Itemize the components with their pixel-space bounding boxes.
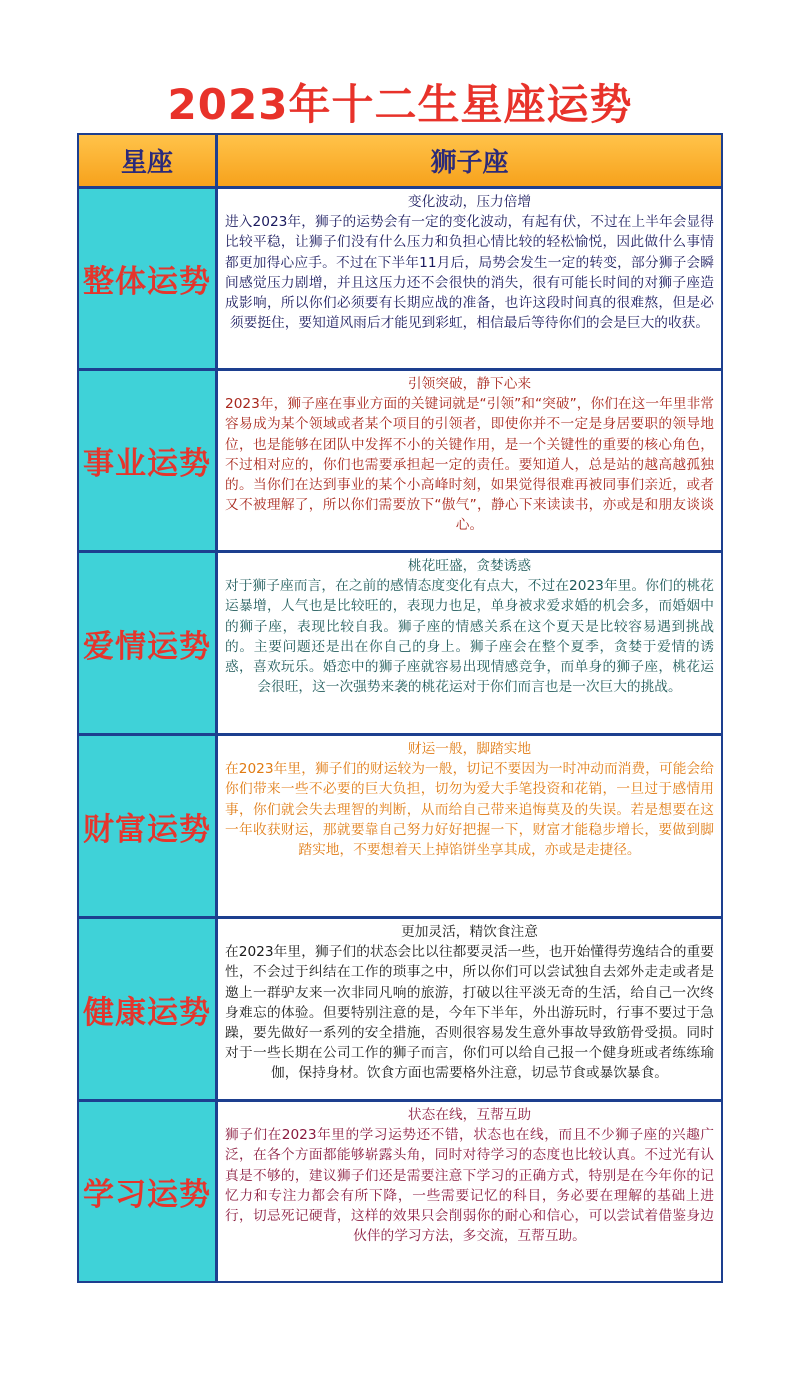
row-text: 在2023年里，狮子们的状态会比以往都要灵活一些，也开始懂得劳逸结合的重要性，不会过于纠结在工作的琐事之中，所以你们可以尝试独自去郊外走走或者是邀上一群驴友来一次非同凡响的旅游，打破以往平淡无奇的生活，给自己一次终身难忘的体验。但要特别注意的是，今年下半年，外出游玩时，行事不要过于急躁，要先做好一系列的安全措施，否则很容易发生意外事故导致筋骨受损。同时对于一些长期在公司工作的狮子而言，你们可以给自己报一个健身班或者练练瑜伽，保持身材。饮食方面也需要格外注意，切忌节食或暴饮暴食。 (225, 944, 714, 1082)
header-sign-name: 狮子座 (218, 135, 721, 186)
content-cell (218, 1102, 721, 1281)
row-text: 2023年，狮子座在事业方面的关键词就是“引领”和“突破”，你们在这一年里非常容易成为某个领域或者某个项目的引领者，即使你并不一定是身居要职的领导地位，也是能够在团队中发挥不小的关键作用，是一个关键性的重要的核心角色，不过相对应的，你们也需要承担起一定的责任。要知道人，总是站的越高越孤独的。当你们在达到事业的某个小高峰时刻，如果觉得很难再被同事们亲近，或者又不被理解了，所以你们需要放下“傲气”，静心下来读读书，亦或是和朋友谈谈心。 (225, 396, 714, 534)
row-heading: 状态在线，互帮互助 (407, 1107, 532, 1123)
header-constellation-label: 星座 (79, 135, 215, 186)
row-text: 狮子们在2023年里的学习运势还不错，状态也在线，而且不少狮子座的兴趣广泛，在各个方面都能够崭露头角，同时对待学习的态度也比较认真。不过光有认真是不够的，建议狮子们还是需要注意下学习的正确方式，特别是在今年你的记忆力和专注力都会有所下降，一些需要记忆的科目，务必要在理解的基础上进行，切忌死记硬背，这样的效果只会削弱你的耐心和信心，可以尝试着借鉴身边伙伴的学习方法，多交流，互帮互助。 (225, 1127, 714, 1245)
content-cell (218, 553, 721, 733)
category-label: 财富运势 (79, 736, 215, 916)
row-heading: 变化波动，压力倍增 (407, 194, 532, 210)
row-text: 进入2023年，狮子的运势会有一定的变化波动，有起有伏，不过在上半年会显得比较平稳，让狮子们没有什么压力和负担心情比较的轻松愉悦，因此做什么事情都更加得心应手。不过在下半年11月后，局势会发生一定的转变，部分狮子会瞬间感觉压力剧增，并且这压力还不会很快的消失，很有可能长时间的对狮子座造成影响，所以你们必须要有长期应战的准备，也许这段时间真的很难熬，但是必须要挺住，要知道风雨后才能见到彩虹，相信最后等待你们的会是巨大的收获。 (225, 214, 714, 332)
row-overall (79, 189, 721, 368)
category-label: 事业运势 (79, 371, 215, 550)
content-cell (218, 371, 721, 550)
page-title: 2023年十二生星座运势 (167, 80, 633, 129)
row-wealth (79, 736, 721, 916)
row-heading: 引领突破，静下心来 (407, 376, 532, 392)
row-heading: 桃花旺盛，贪婪诱惑 (407, 558, 532, 574)
row-career (79, 371, 721, 550)
row-health (79, 919, 721, 1099)
row-love (79, 553, 721, 733)
category-label: 整体运势 (79, 189, 215, 368)
category-label: 学习运势 (79, 1102, 215, 1281)
content-cell (218, 919, 721, 1099)
horoscope-table (77, 133, 723, 1283)
category-label: 健康运势 (79, 919, 215, 1099)
row-heading: 财运一般，脚踏实地 (407, 741, 532, 757)
content-cell (218, 189, 721, 368)
row-text: 对于狮子座而言，在之前的感情态度变化有点大，不过在2023年里。你们的桃花运暴增，人气也是比较旺的，表现力也足，单身被求爱求婚的机会多，而婚姻中的狮子座，表现比较自我。狮子座的情感关系在这个夏天是比较容易遇到挑战的。主要问题还是出在你自己的身上。狮子座会在整个夏季，贪婪于爱情的诱惑，喜欢玩乐。婚恋中的狮子座就容易出现情感竞争，而单身的狮子座，桃花运会很旺，这一次强势来袭的桃花运对于你们而言也是一次巨大的挑战。 (225, 578, 714, 696)
category-label: 爱情运势 (79, 553, 215, 733)
row-heading: 更加灵活，精饮食注意 (401, 924, 538, 940)
content-cell (218, 736, 721, 916)
row-text: 在2023年里，狮子们的财运较为一般，切记不要因为一时冲动而消费，可能会给你们带来一些不必要的巨大负担，切勿为爱大手笔投资和花销，一旦过于感情用事，你们就会失去理智的判断，从而给自己带来追悔莫及的失误。若是想要在这一年收获财运，那就要靠自己努力好好把握一下，财富才能稳步增长，要做到脚踏实地，不要想着天上掉馅饼坐享其成，亦或是走捷径。 (225, 761, 714, 859)
row-study (79, 1102, 721, 1281)
